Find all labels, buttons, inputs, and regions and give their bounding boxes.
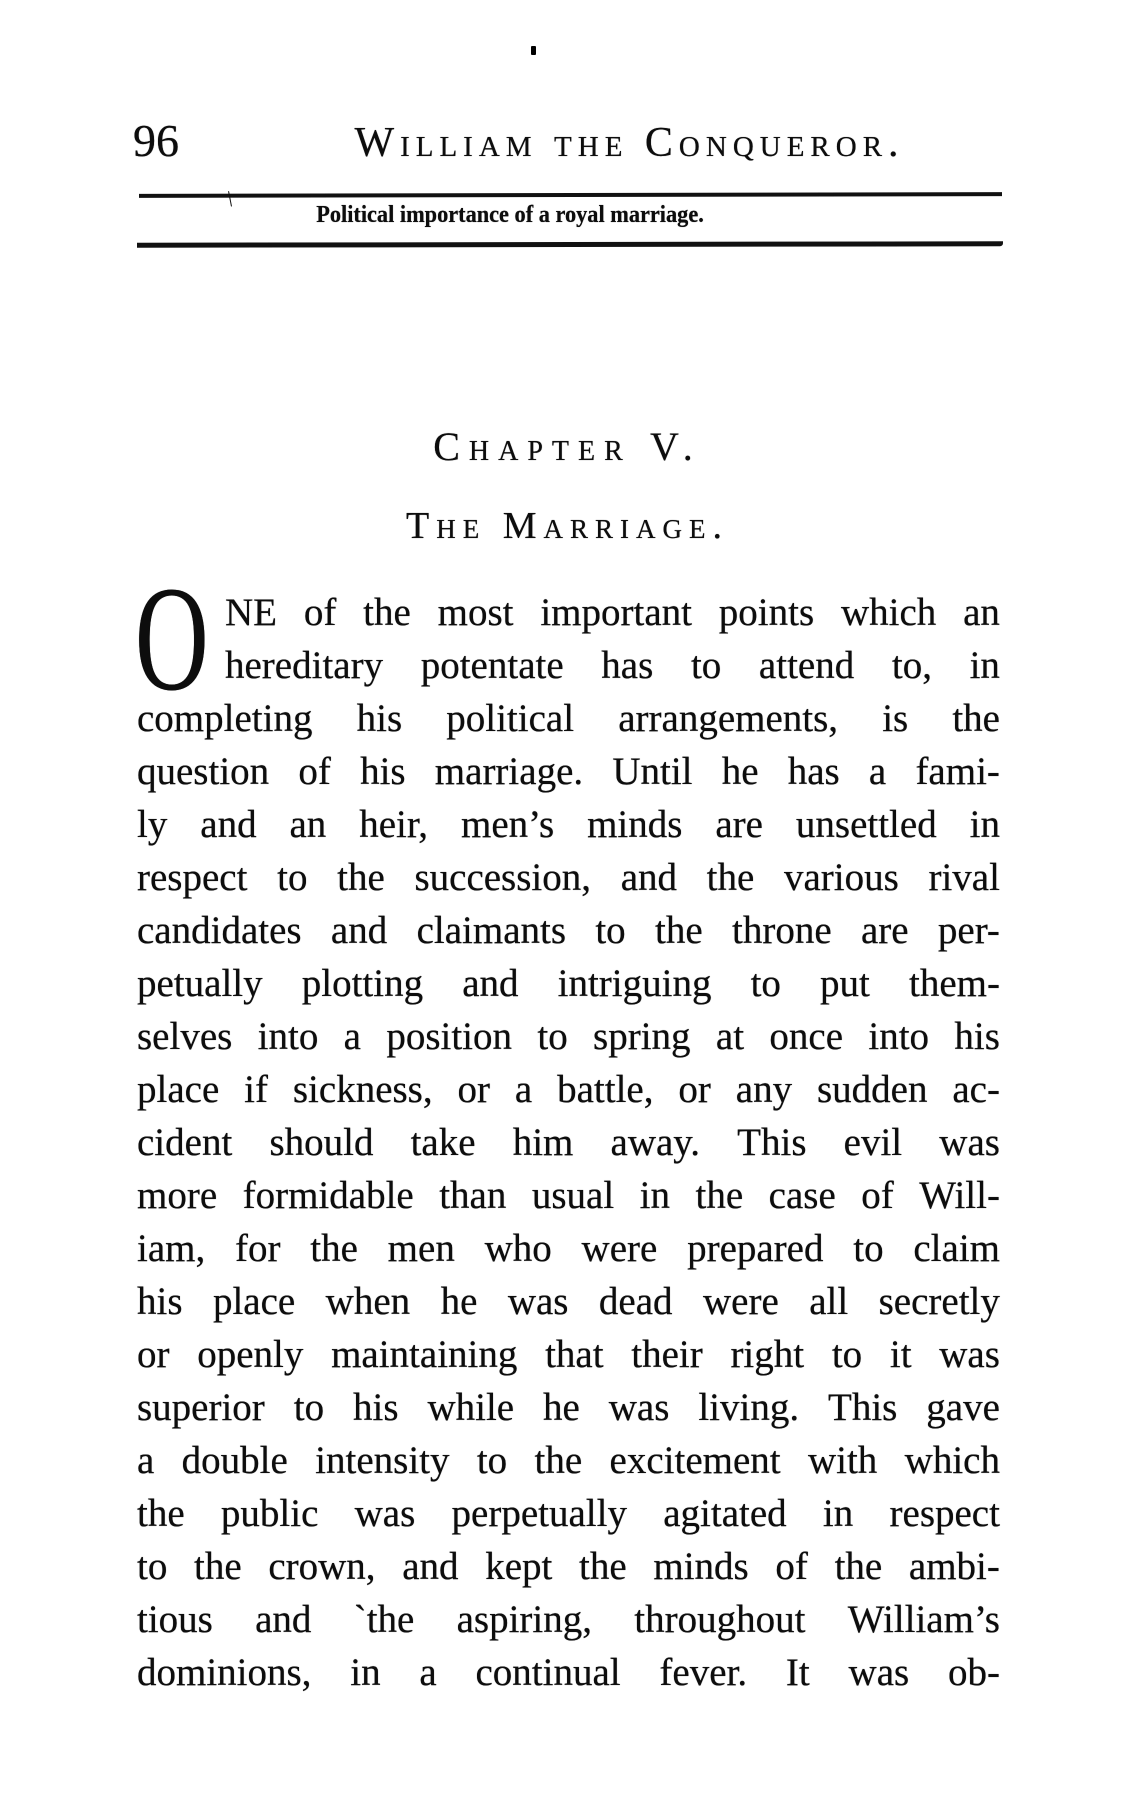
word: battle, [557, 1068, 654, 1111]
word: dominions, [137, 1651, 312, 1694]
word: were [702, 1280, 779, 1323]
word: when [325, 1280, 411, 1323]
word: the [337, 856, 385, 899]
word: evil [843, 1121, 903, 1164]
word: into [257, 1015, 319, 1058]
word: ob- [948, 1651, 1000, 1694]
word: a [514, 1068, 533, 1111]
word: which [904, 1439, 1000, 1482]
word: men’s [460, 803, 555, 846]
word: arrangements, [618, 697, 839, 740]
word: This [737, 1121, 807, 1164]
word: heir, [359, 803, 429, 846]
word: candidates [137, 909, 302, 952]
word: the [706, 856, 755, 899]
caption: Political importance of a royal marriage. [315, 202, 704, 228]
word: throughout [634, 1598, 806, 1641]
word: ambi- [908, 1545, 1000, 1588]
word: him [512, 1121, 574, 1164]
word: than [439, 1174, 507, 1217]
word: attend [758, 644, 855, 687]
word: cident [137, 1121, 233, 1164]
word: petually [137, 962, 263, 1005]
word: has [787, 750, 840, 793]
word: of [298, 750, 331, 793]
word: double [181, 1439, 288, 1482]
word: various [784, 856, 899, 899]
word: `the [353, 1598, 415, 1641]
word: are [860, 909, 909, 952]
word: if [244, 1068, 268, 1111]
word: usual [531, 1174, 615, 1217]
word: was [354, 1492, 416, 1535]
word: an [963, 591, 1000, 634]
word: into [868, 1015, 930, 1058]
word: place [212, 1280, 296, 1323]
word: potentate [420, 644, 564, 687]
word: tious [137, 1598, 213, 1641]
word: and [620, 856, 677, 899]
body-line [137, 851, 1000, 904]
body-line [137, 1010, 1000, 1063]
word: right [730, 1333, 805, 1376]
word: a [137, 1439, 155, 1482]
word: This [828, 1386, 898, 1429]
body-line [137, 957, 1000, 1010]
word: he [440, 1280, 478, 1323]
word: and [255, 1598, 312, 1641]
word: to [137, 1545, 168, 1588]
word: agitated [663, 1492, 787, 1535]
body-line [137, 745, 1000, 798]
word: intriguing [557, 962, 712, 1005]
body-line [225, 586, 1000, 639]
word: and [330, 909, 388, 952]
word: more [137, 1174, 218, 1217]
word: prepared [687, 1227, 824, 1270]
word: while [427, 1386, 515, 1429]
word: throne [732, 909, 832, 952]
word: to [293, 1386, 325, 1429]
body-line [137, 692, 1000, 745]
word: their [631, 1333, 703, 1376]
word: the [655, 909, 703, 952]
word: and [462, 962, 519, 1005]
word: his [353, 1386, 399, 1429]
word: public [220, 1492, 319, 1535]
word: completing [137, 697, 313, 740]
word: openly [197, 1333, 304, 1376]
word: should [269, 1121, 374, 1164]
word: most [437, 591, 514, 634]
word: gave [926, 1386, 1000, 1429]
word: position [386, 1015, 513, 1058]
word: are [715, 803, 763, 846]
word: his [137, 1280, 183, 1323]
word: was [939, 1333, 1000, 1376]
word: any [735, 1068, 793, 1111]
word: once [769, 1015, 844, 1058]
word: political [446, 697, 575, 740]
word: to [831, 1333, 863, 1376]
word: place [137, 1068, 220, 1111]
word: a [419, 1651, 437, 1694]
word: points [718, 591, 815, 634]
header-rule-top [139, 192, 1002, 198]
word: William’s [847, 1598, 1000, 1641]
word: fever. [659, 1651, 748, 1694]
word: in [639, 1174, 671, 1217]
word: important [540, 591, 692, 634]
word: has [601, 644, 654, 687]
word: away. [610, 1121, 701, 1164]
word: per- [937, 909, 1000, 952]
word: marriage. [434, 750, 584, 793]
word: rival [928, 856, 1000, 899]
word: fami- [915, 750, 1000, 793]
word: is [882, 697, 909, 740]
word: plotting [301, 962, 424, 1005]
word: it [889, 1333, 912, 1376]
word: of [303, 591, 337, 634]
word: to, [891, 644, 932, 687]
word: sudden [816, 1068, 928, 1111]
word: aspiring, [456, 1598, 593, 1641]
word: sickness, [292, 1068, 433, 1111]
word: a [343, 1015, 361, 1058]
word: dead [598, 1280, 673, 1323]
word: was [939, 1121, 1000, 1164]
word: was [848, 1651, 910, 1694]
word: NE [225, 591, 277, 634]
word: secretly [878, 1280, 1000, 1323]
word: an [289, 803, 327, 846]
word: the [363, 591, 411, 634]
word: the [310, 1227, 358, 1270]
body-line [137, 1540, 1000, 1593]
word: and [200, 803, 257, 846]
body-line [137, 1434, 1000, 1487]
word: the [137, 1492, 185, 1535]
body-line [137, 1063, 1000, 1116]
body-line [137, 1646, 1000, 1699]
word: claim [913, 1227, 1000, 1270]
word: his [954, 1015, 1000, 1058]
word: minds [587, 803, 683, 846]
word: in [822, 1492, 854, 1535]
body-line [137, 1487, 1000, 1540]
word: to [853, 1227, 884, 1270]
page-number: 96 [133, 115, 179, 166]
word: to [750, 962, 781, 1005]
word: take [410, 1121, 476, 1164]
word: in [350, 1651, 381, 1694]
word: respect [137, 856, 248, 899]
word: he [543, 1386, 580, 1429]
body-line [137, 1381, 1000, 1434]
word: selves [137, 1015, 233, 1058]
word: crown, [268, 1545, 376, 1588]
word: spring [593, 1015, 691, 1058]
body-line [137, 1222, 1000, 1275]
body-line [137, 1169, 1000, 1222]
body-line [137, 1116, 1000, 1169]
word: the [952, 697, 1000, 740]
word: ac- [952, 1068, 1000, 1111]
body-line [137, 798, 1000, 851]
word: which [840, 591, 937, 634]
word: them- [908, 962, 1000, 1005]
word: case [768, 1174, 836, 1217]
word: kept [485, 1545, 553, 1588]
word: his [356, 697, 403, 740]
word: of [775, 1545, 808, 1588]
word: iam, [137, 1227, 206, 1270]
word: the [695, 1174, 744, 1217]
body-line [137, 1275, 1000, 1328]
header-rule-bottom [137, 241, 1003, 248]
word: in [969, 644, 1000, 687]
word: maintaining [331, 1333, 518, 1376]
body-line [137, 1328, 1000, 1381]
word: intensity [315, 1439, 450, 1482]
word: superior [137, 1386, 265, 1429]
word: to [537, 1015, 568, 1058]
word: unsettled [795, 803, 937, 846]
word: perpetually [451, 1492, 627, 1535]
running-title: William the Conqueror. [354, 120, 905, 166]
word: men [387, 1227, 455, 1270]
word: in [969, 803, 1000, 846]
word: of [861, 1174, 894, 1217]
body-paragraph [135, 556, 1000, 1699]
word: Will- [919, 1174, 1000, 1217]
word: minds [653, 1545, 749, 1588]
word: was [507, 1280, 569, 1323]
caption-stray-mark: \ [225, 185, 235, 212]
word: claimants [416, 909, 567, 952]
word: all [809, 1280, 849, 1323]
word: to [277, 856, 308, 899]
word: to [690, 644, 722, 687]
opening-lines [225, 586, 1000, 692]
paragraph-lines [137, 692, 1000, 1699]
word: was [608, 1386, 670, 1429]
word: were [581, 1227, 658, 1270]
word: formidable [242, 1174, 414, 1217]
body-line [137, 904, 1000, 957]
body-line [225, 639, 1000, 692]
ink-speck [531, 46, 536, 55]
word: or [457, 1068, 491, 1111]
word: his [360, 750, 406, 793]
word: or [678, 1068, 711, 1111]
word: who [484, 1227, 552, 1270]
word: to [595, 909, 626, 952]
word: a [868, 750, 887, 793]
word: ly [137, 803, 168, 846]
word: with [807, 1439, 878, 1482]
word: at [715, 1015, 745, 1058]
word: It [785, 1651, 810, 1694]
word: succession, [414, 856, 592, 899]
word: living. [698, 1386, 800, 1429]
word: the [194, 1545, 242, 1588]
word: and [402, 1545, 459, 1588]
word: or [137, 1333, 170, 1376]
word: he [721, 750, 759, 793]
word: that [545, 1333, 604, 1376]
word: to [476, 1439, 508, 1482]
word: the [579, 1545, 627, 1588]
word: question [137, 750, 270, 793]
word: hereditary [225, 644, 384, 687]
section-heading: The Marriage. [406, 505, 729, 547]
word: put [820, 962, 870, 1005]
word: the [534, 1439, 583, 1482]
chapter-heading: Chapter V. [433, 424, 702, 469]
word: continual [475, 1651, 621, 1694]
word: for [235, 1227, 281, 1270]
body-line [137, 1593, 1000, 1646]
word: the [834, 1545, 883, 1588]
drop-cap: O [135, 556, 209, 722]
word: Until [612, 750, 693, 793]
word: respect [889, 1492, 1000, 1535]
word: excitement [609, 1439, 781, 1482]
